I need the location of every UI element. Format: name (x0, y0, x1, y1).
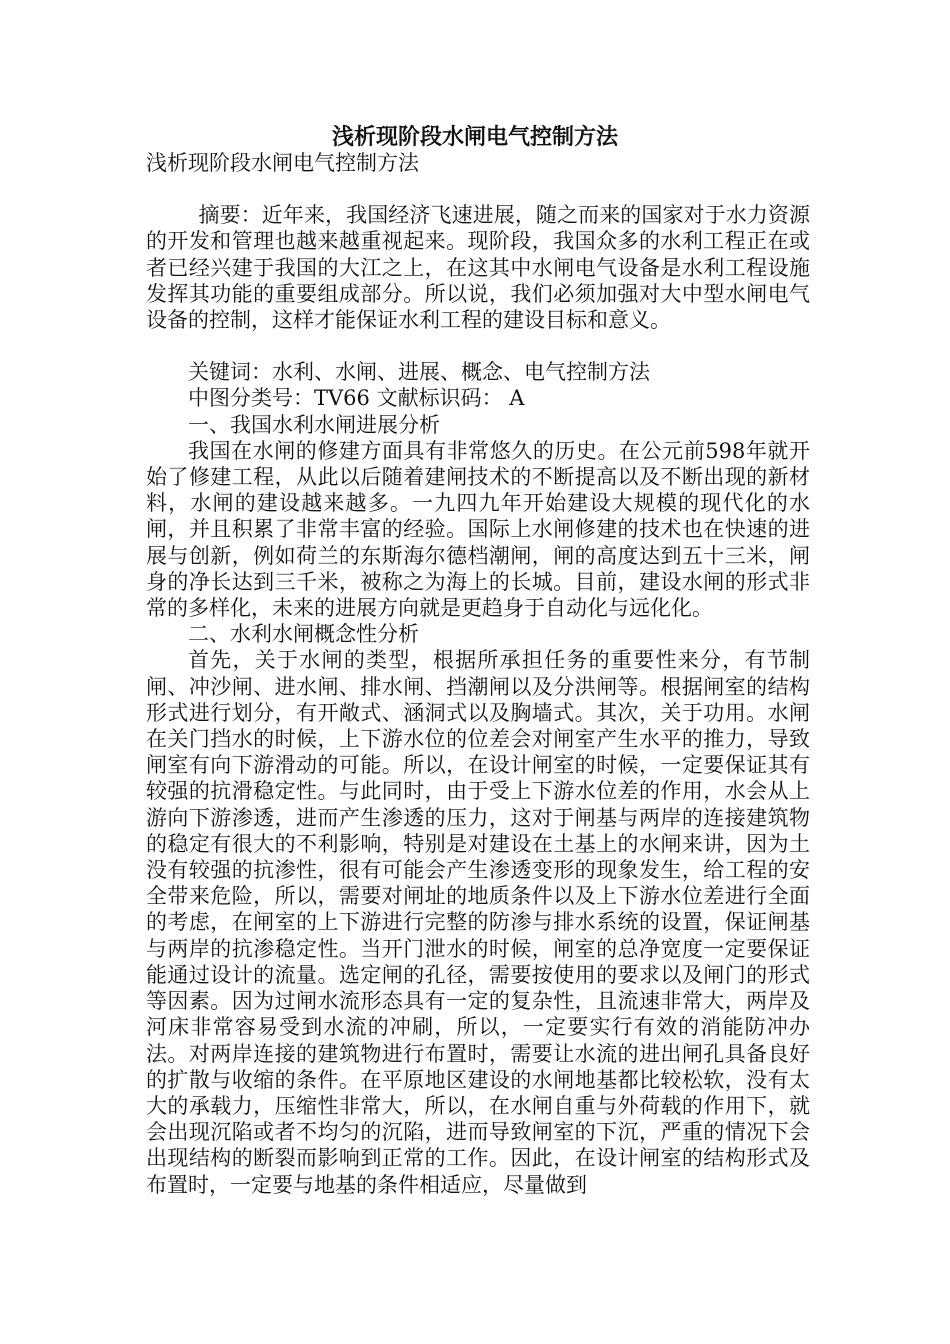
keywords-line: 关键词：水利、水闸、进展、概念、电气控制方法 (188, 360, 650, 385)
document-body (146, 150, 810, 1198)
section-body-2: 首先，关于水闸的类型，根据所承担任务的重要性来分，有节制闸、冲沙闸、进水闸、排水闸、挡潮闸以及分洪闸等。根据闸室的结构形式进行划分，有开敞式、涵洞式以及胸墙式。其次，关于功用。水闸在关门挡水的时候，上下游水位的位差会对闸室产生水平的推力，导致闸室有向下游滑动的可能。所以，在设计闸室的时候，一定要保证其有较强的抗滑稳定性。与此同时，由于受上下游水位差的作用，水会从上游向下游渗透，进而产生渗透的压力，这对于闸基与两岸的连接建筑物的稳定有很大的不利影响，特别是对建设在土基上的水闸来讲，因为土没有较强的抗渗性，很有可能会产生渗透变形的现象发生，给工程的安全带来危险，所以，需要对闸址的地质条件以及上下游水位差进行全面的考虑，在闸室的上下游进行完整的防渗与排水系统的设置，保证闸基与两岸的抗渗稳定性。当开门泄水的时候，闸室的总净宽度一定要保证能通过设计的流量。选定闸的孔径，需要按使用的要求以及闸门的形式等因素。因为过闸水流形态具有一定的复杂性，且流速非常大，两岸及河床非常容易受到水流的冲刷，所以，一定要实行有效的消能防冲办法。对两岸连接的建筑物进行布置时，需要让水流的进出闸孔具备良好的扩散与收缩的条件。在平原地区建设的水闸地基都比较松软，没有太大的承载力，压缩性非常大，所以，在水闸自重与外荷载的作用下，就会出现沉陷或者不均匀的沉陷，进而导致闸室的下沉，严重的情况下会出现结构的断裂而影响到正常的工作。因此，在设计闸室的结构形式及布置时，一定要与地基的条件相适应，尽量做到 (146, 648, 810, 1197)
document-title: 浅析现阶段水闸电气控制方法 (331, 125, 618, 150)
document-subtitle: 浅析现阶段水闸电气控制方法 (146, 151, 419, 175)
abstract-paragraph: 摘要：近年来，我国经济飞速进展，随之而来的国家对于水力资源的开发和管理也越来越重视起来。现阶段，我国众多的水利工程正在或者已经兴建于我国的大江之上，在这其中水闸电气设备是水利工程设施发挥其功能的重要组成部分。所以说，我们必须加强对大中型水闸电气设备的控制，这样才能保证水利工程的建设目标和意义。 (146, 203, 810, 333)
section-heading-1: 一、我国水利水闸进展分析 (188, 412, 440, 437)
section-body-1: 我国在水闸的修建方面具有非常悠久的历史。在公元前598年就开始了修建工程，从此以后随着建闸技术的不断提高以及不断出现的新材料，水闸的建设越来越多。一九四九年开始建设大规模的现代化的水闸，并且积累了非常丰富的经验。国际上水闸修建的技术也在快速的进展与创新，例如荷兰的东斯海尔德档潮闸，闸的高度达到五十三米，闸身的净长达到三千米，被称之为海上的长城。目前，建设水闸的形式非常的多样化，未来的进展方向就是更趋身于自动化与远化化。 (146, 438, 810, 621)
section-heading-2: 二、水利水闸概念性分析 (188, 622, 419, 647)
classification-line: 中图分类号：TV66 文献标识码： A (188, 386, 525, 411)
